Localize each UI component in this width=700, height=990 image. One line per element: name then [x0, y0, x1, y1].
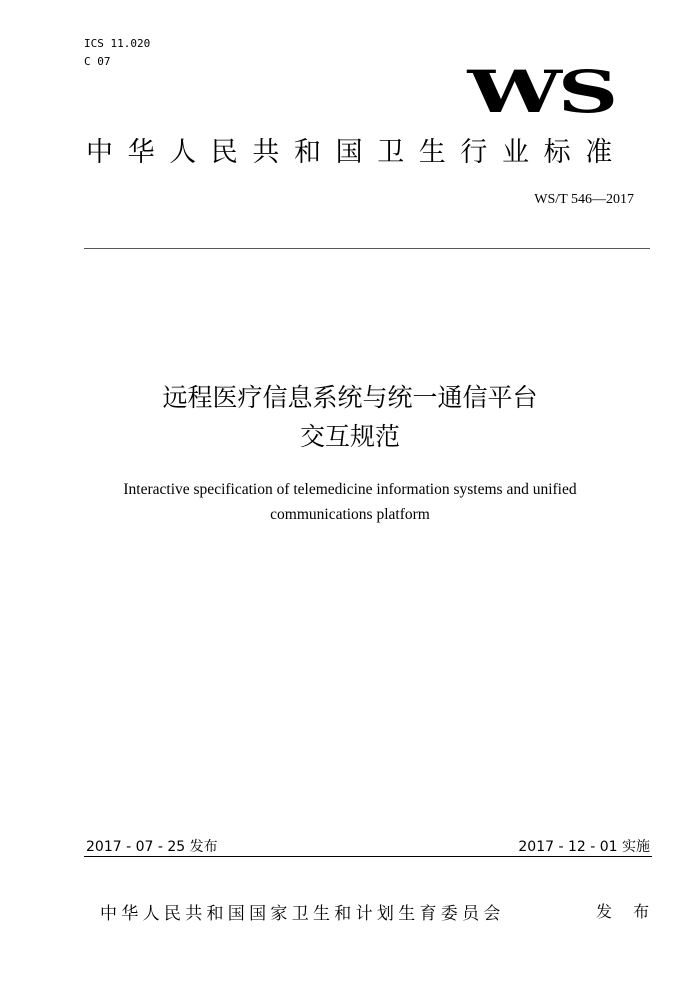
- footer-divider: [84, 856, 652, 857]
- document-title-cn-line2: 交互规范: [299, 422, 400, 451]
- document-title-en-line1: Interactive specification of telemedicine information systems and unified: [123, 481, 577, 498]
- publisher-name: 中华人民共和国国家卫生和计划生育委员会: [100, 904, 505, 924]
- standard-number: WS/T 546—2017: [534, 192, 634, 207]
- effective-date: 2017 - 12 - 01 实施: [518, 839, 650, 855]
- header-divider: [84, 248, 650, 249]
- publish-label: 发 布: [596, 902, 658, 921]
- document-title-cn-line1: 远程医疗信息系统与统一通信平台: [162, 383, 538, 412]
- standard-category-title: 中华人民共和国卫生行业标准: [86, 137, 627, 168]
- ccs-code: C 07: [84, 55, 111, 68]
- ws-logo: WS: [467, 58, 614, 126]
- issue-date: 2017 - 07 - 25 发布: [86, 839, 218, 855]
- document-title-en-line2: communications platform: [270, 506, 430, 523]
- ics-code: ICS 11.020: [84, 37, 151, 50]
